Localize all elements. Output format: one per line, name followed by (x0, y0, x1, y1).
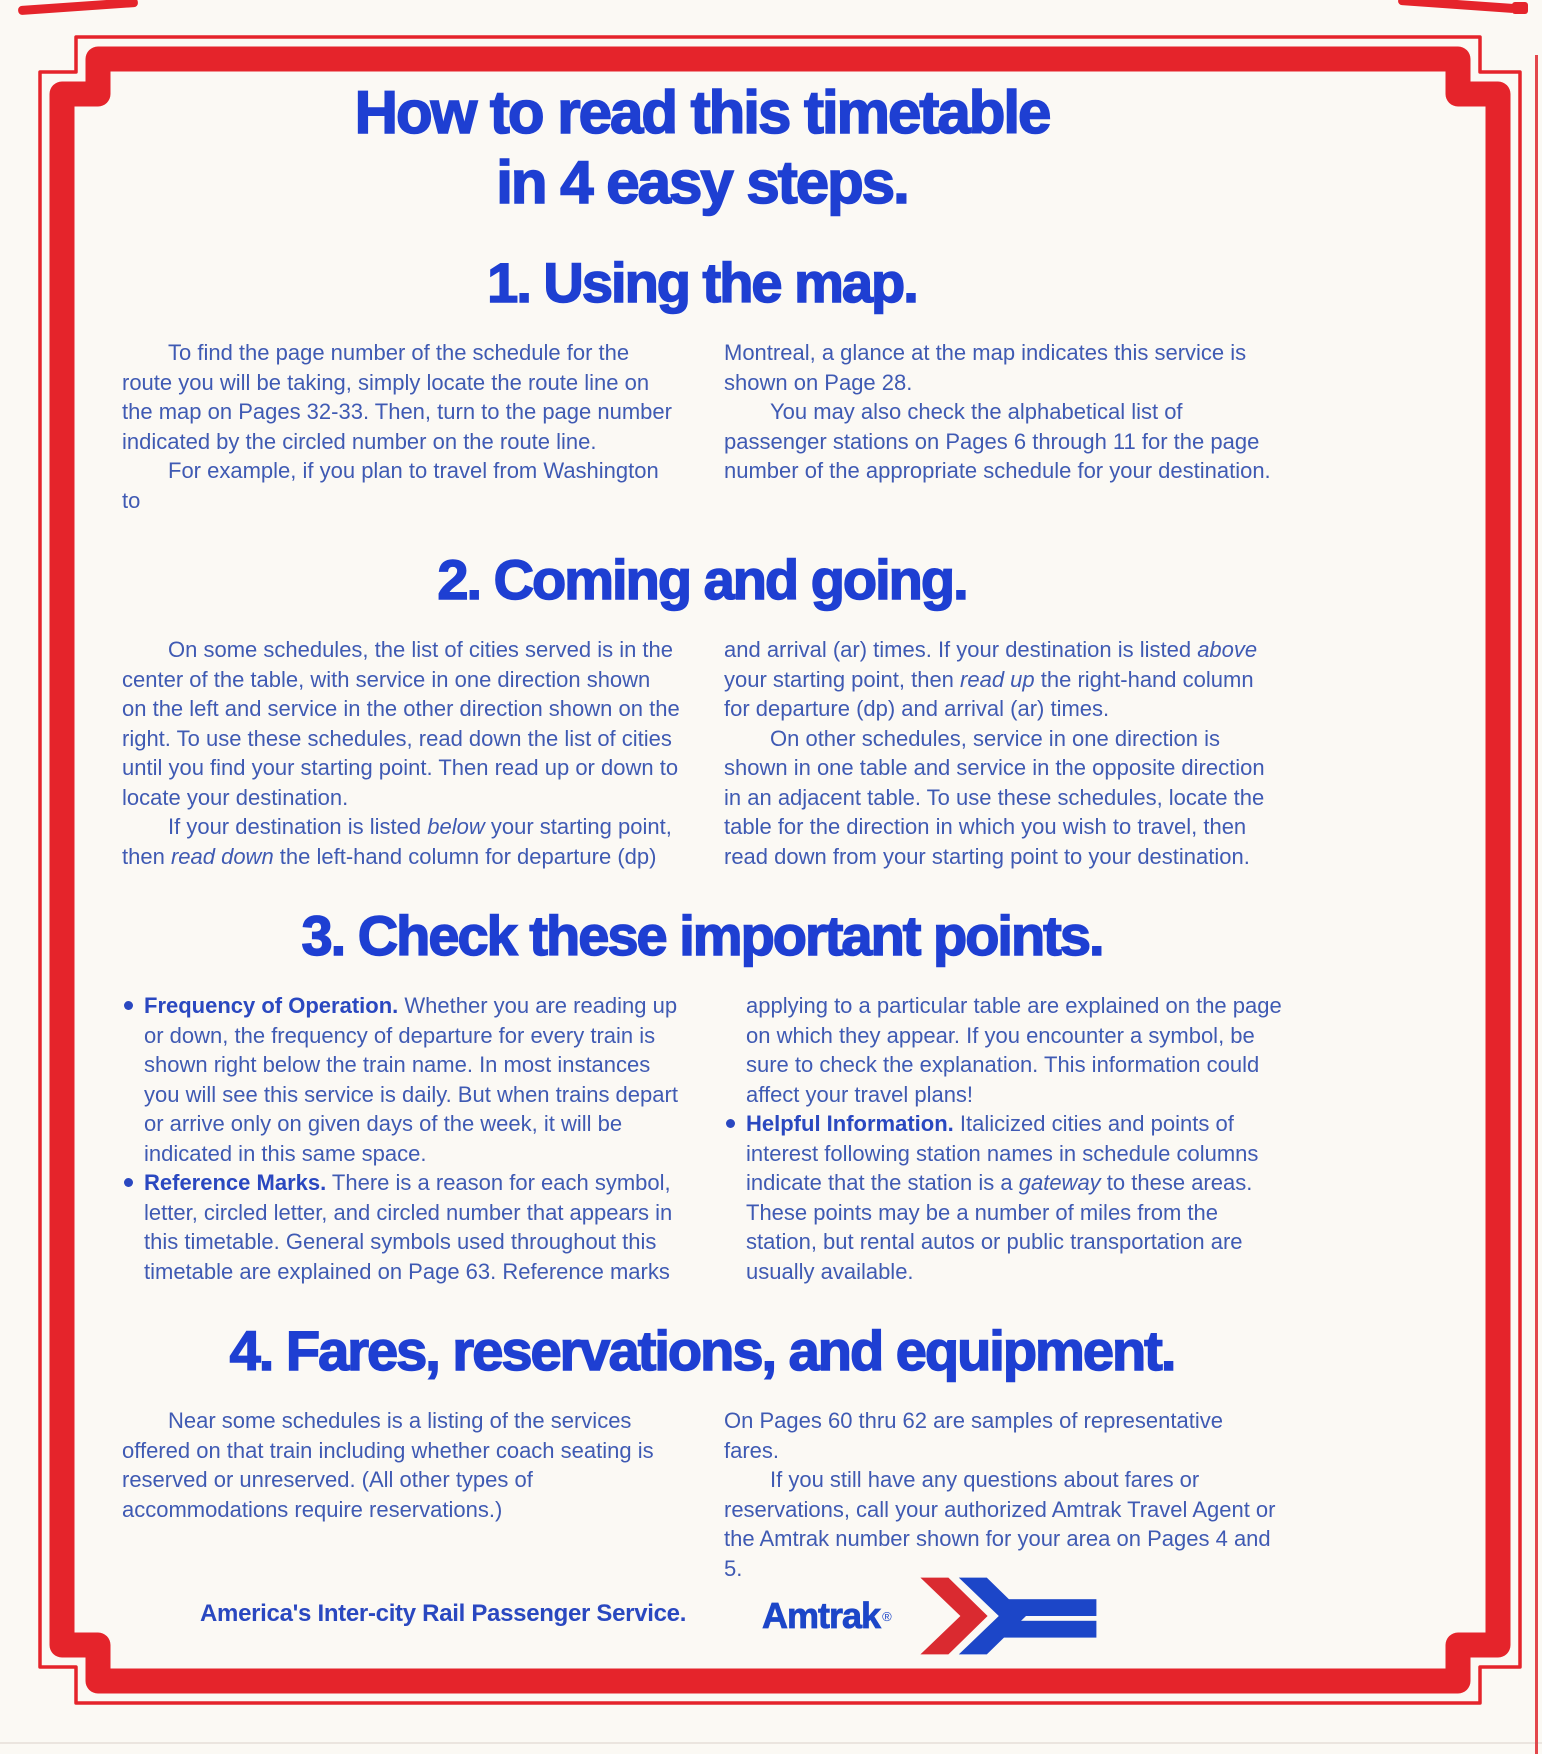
sections (122, 252, 1282, 1583)
paragraph (724, 338, 1282, 397)
text-segment: Reference Marks. (144, 1170, 327, 1195)
text-segment: read up (960, 666, 1035, 692)
column-right (724, 1406, 1282, 1583)
text-segment: Near some schedules is a listing of the services offered on that train including whether coach seating is reserved or unreserved. (All other types of accommodations require reservations.) (122, 1408, 654, 1522)
footer-tagline: America's Inter-city Rail Passenger Service. (200, 1600, 687, 1627)
bullet-item (724, 1109, 1282, 1286)
bullet-dot (124, 1001, 133, 1010)
text-segment: There is a reason for each symbol, letter, circled letter, and circled number that appears in this timetable. General symbols used throughout this timetable are explained on Page 63. Reference marks (144, 1170, 673, 1284)
column-right (724, 635, 1282, 871)
text-segment: If you still have any questions about fares or reservations, call your authorized Amtrak Travel Agent or the Amtrak number shown for your area on Pages 4 and 5. (724, 1467, 1276, 1581)
text-segment: above (1197, 637, 1258, 662)
text-segment: If your destination is listed (168, 814, 428, 839)
column-right (724, 991, 1282, 1286)
scan-crease (0, 1742, 1542, 1744)
columns (122, 1406, 1282, 1583)
section-3 (122, 905, 1282, 1286)
text-segment: On other schedules, service in one direction is shown in one table and service in the opposite direction in an adjacent table. To use these schedules, locate the table for the direction in which you wish to travel, then read down from your starting point to your destination. (724, 725, 1265, 869)
column-left (122, 338, 680, 515)
text-segment: applying to a particular table are explained on the page on which they appear. If you encounter a symbol, be sure to check the explanation. This information could affect your travel plans! (746, 993, 1282, 1107)
amtrak-logo-text: Amtrak (762, 1595, 881, 1636)
paragraph (724, 397, 1282, 486)
text-segment: read down (170, 843, 274, 869)
text-segment: to these areas. These points may be a number of miles from the station, but rental autos or public transportation are usually available. (746, 1170, 1253, 1284)
column-right (724, 338, 1282, 515)
paragraph (724, 1465, 1282, 1583)
section-heading: 3. Check these important points. (301, 904, 1103, 967)
bullet-dot (726, 1119, 735, 1128)
text-segment: On some schedules, the list of cities served is in the center of the table, with service in one direction shown on the left and service in the other direction shown on the right. To use these schedules, read down the list of cities until you find your starting point. Then read up or down to locate your destination. (122, 637, 680, 810)
registered-trademark-icon: ® (882, 1608, 892, 1624)
text-segment: Italicized cities and points of interest following station names in schedule columns indicate that the station is a (746, 1111, 1259, 1195)
bullet-dot (124, 1178, 133, 1187)
text-segment: your starting point, then (724, 666, 961, 692)
paragraph (724, 635, 1282, 724)
page-title (122, 78, 1282, 218)
paragraph (122, 1406, 680, 1524)
section-1 (122, 252, 1282, 515)
text-segment: You may also check the alphabetical list of passenger stations on Pages 6 through 11 for the page number of the appropriate schedule for your destination. (724, 399, 1271, 483)
scan-artifact-right-edge (1535, 55, 1538, 1754)
paragraph (724, 991, 1282, 1109)
scan-artifact-top-left (18, 0, 138, 15)
paragraph (122, 635, 680, 812)
bullet-item (122, 1168, 680, 1286)
column-left (122, 635, 680, 871)
text-segment: Helpful Information. (746, 1111, 954, 1136)
paragraph (122, 338, 680, 456)
paragraph (724, 724, 1282, 872)
column-left (122, 991, 680, 1286)
text-segment: below (427, 814, 485, 839)
text-segment: For example, if you plan to travel from Washington to (122, 458, 659, 513)
scan-artifact-blob (1512, 2, 1528, 14)
section-heading: 2. Coming and going. (437, 548, 967, 611)
columns (122, 635, 1282, 871)
paragraph (122, 456, 680, 515)
text-segment: and arrival (ar) times. If your destination is listed (724, 637, 1198, 662)
section-heading: 1. Using the map. (487, 251, 917, 314)
bullet-item (122, 991, 680, 1168)
text-segment: Whether you are reading up or down, the frequency of departure for every train is shown right below the train name. In most instances you will see this service is daily. But when trains depart or arrive only on given days of the week, it will be indicated in this same space. (144, 993, 678, 1166)
text-segment: To find the page number of the schedule for the route you will be taking, simply locate the route line on the map on Pages 32-33. Then, turn to the page number indicated by the circled number on the route line. (122, 340, 672, 454)
text-segment: Montreal, a glance at the map indicates this service is shown on Page 28. (724, 340, 1247, 395)
column-left (122, 1406, 680, 1583)
columns (122, 991, 1282, 1286)
section-2 (122, 549, 1282, 871)
text-segment: the left-hand column for departure (dp) (273, 843, 657, 869)
content (122, 78, 1282, 1583)
section-4 (122, 1320, 1282, 1583)
amtrak-arrow-icon (898, 1572, 1098, 1660)
section-heading: 4. Fares, reservations, and equipment. (229, 1319, 1175, 1382)
text-segment: your starting point, then (122, 814, 672, 869)
text-segment: gateway (1018, 1170, 1101, 1195)
columns (122, 338, 1282, 515)
scan-artifact-top-right (1398, 0, 1516, 13)
paragraph (122, 812, 680, 871)
text-segment: On Pages 60 thru 62 are samples of representative fares. (724, 1408, 1223, 1463)
paragraph (724, 1406, 1282, 1465)
footer (0, 1572, 1542, 1682)
page-title-line1: How to read this timetable (354, 79, 1050, 146)
amtrak-logo (762, 1572, 1098, 1660)
page-title-line2: in 4 easy steps. (496, 149, 908, 216)
text-segment: Frequency of Operation. (144, 993, 399, 1018)
text-segment: the right-hand column for departure (dp) and arrival (ar) times. (724, 666, 1254, 721)
